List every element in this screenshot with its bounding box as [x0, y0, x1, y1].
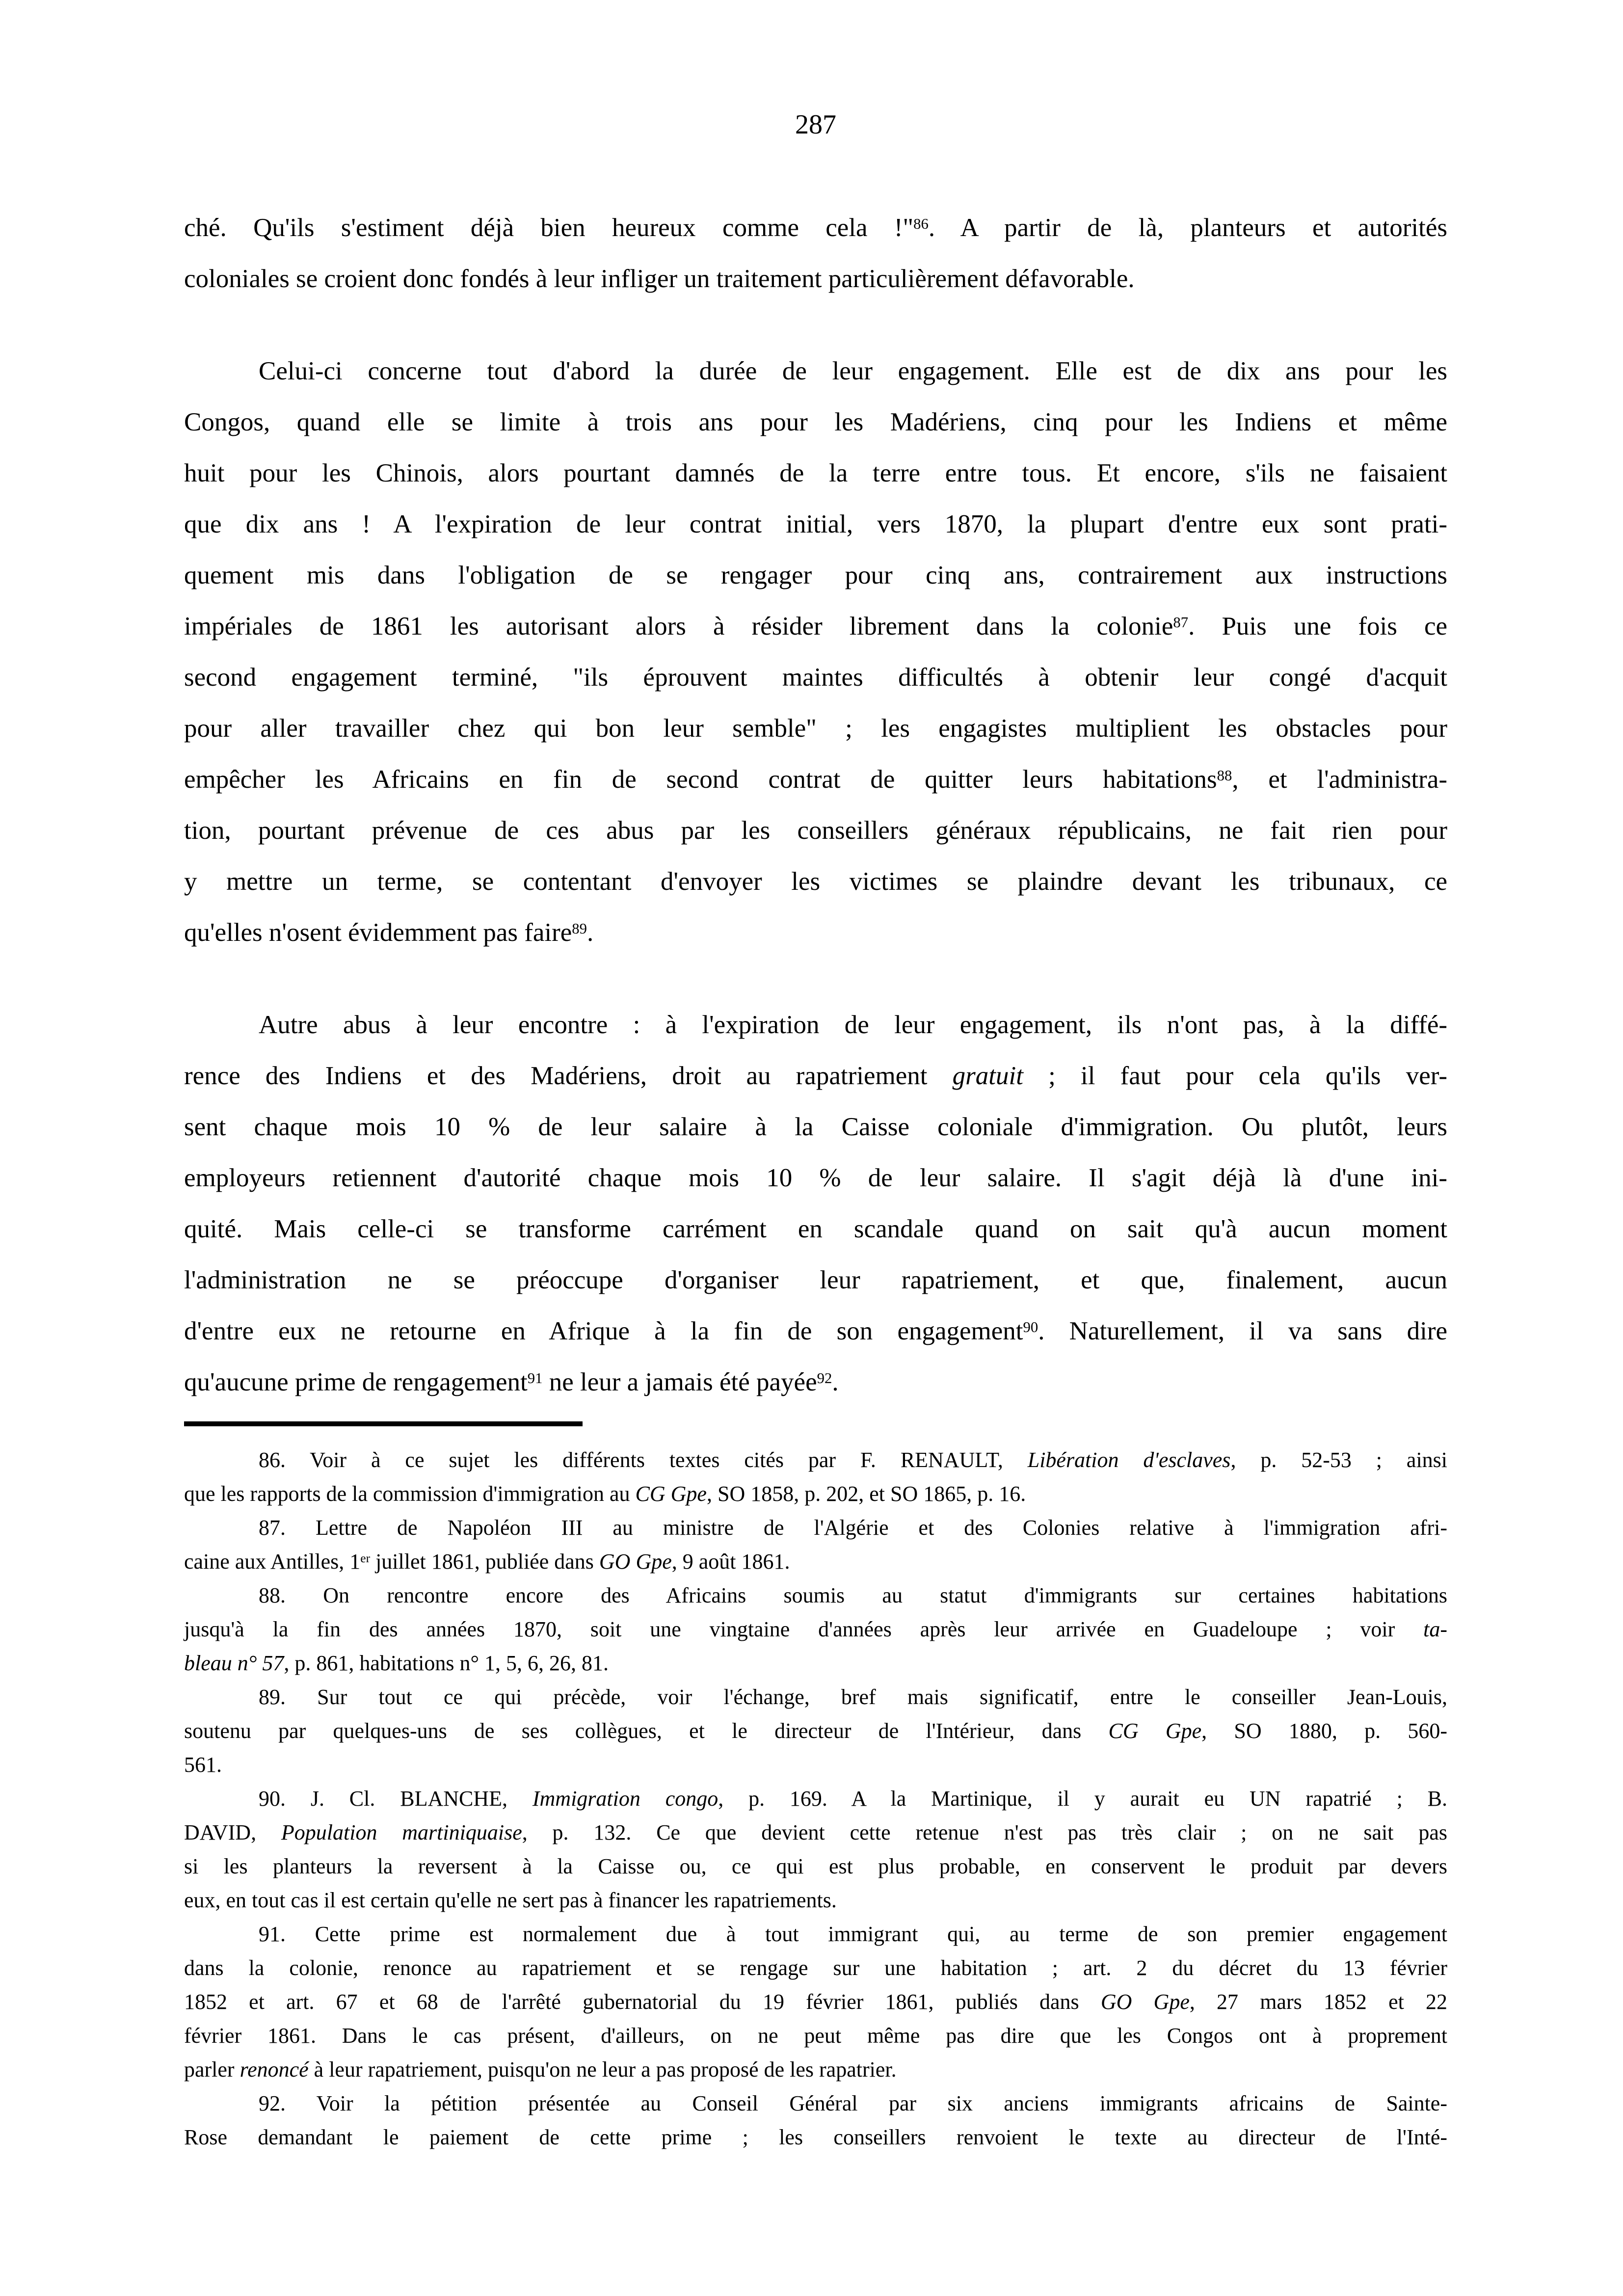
italic-text: renoncé [239, 2057, 309, 2082]
footnote-ref: 88 [1217, 767, 1232, 784]
text-line: Rose demandant le paiement de cette prime ; les conseillers renvoient le texte au directeur de l'Inté- [184, 2125, 1447, 2149]
text-line: tion, pourtant prévenue de ces abus par les conseillers généraux républicains, ne fait rien pour [184, 816, 1447, 845]
footnote-ref: 91 [527, 1369, 543, 1387]
footnote-89 [184, 1680, 1447, 1782]
text-line: sent chaque mois 10 % de leur salaire à la Caisse coloniale d'immigration. Ou plutôt, leurs [184, 1113, 1447, 1141]
text-line: Celui-ci concerne tout d'abord la durée de leur engagement. Elle est de dix ans pour les [259, 357, 1447, 385]
footnote-86 [184, 1443, 1447, 1511]
text-line: qu'elles n'osent évidemment pas faire$^{89}$. [184, 918, 594, 947]
italic-text: GO Gpe [1100, 1990, 1190, 2014]
paragraph [184, 202, 1447, 304]
footnote-ref: 86 [913, 215, 929, 232]
page-number: 287 [795, 109, 836, 140]
footnote-90 [184, 1782, 1447, 1917]
text-line: Autre abus à leur encontre : à l'expiration de leur engagement, ils n'ont pas, à la diffé- [259, 1011, 1447, 1039]
text-line: impériales de 1861 les autorisant alors à résider librement dans la colonie$^{87}$. Puis une fois ce [184, 612, 1447, 641]
text-line: 1852 et art. 67 et 68 de l'arrêté gubernatorial du 19 février 1861, publiés dans GO Gpe, 27 mars 1852 et 22 [184, 1990, 1447, 2014]
text-line: ché. Qu'ils s'estiment déjà bien heureux comme cela !"$^{86}$. A partir de là, planteurs et autorités [184, 214, 1447, 242]
italic-text: Immigration congo [532, 1787, 718, 1811]
text-line: si les planteurs la reversent à la Caisse ou, ce qui est plus probable, en conservent le produit par devers [184, 1854, 1447, 1878]
paragraph [184, 346, 1447, 958]
paragraph [184, 999, 1447, 1408]
footnote-ref: er [360, 1551, 371, 1566]
text-line: l'administration ne se préoccupe d'organiser leur rapatriement, et que, finalement, aucun [184, 1266, 1447, 1294]
text-line: 91. Cette prime est normalement due à tout immigrant qui, au terme de son premier engagement [259, 1922, 1447, 1946]
text-line: second engagement terminé, "ils éprouvent maintes difficultés à obtenir leur congé d'acquit [184, 663, 1447, 692]
text-line: y mettre un terme, se contentant d'envoyer les victimes se plaindre devant les tribunaux, ce [184, 867, 1447, 896]
text-line: employeurs retiennent d'autorité chaque mois 10 % de leur salaire. Il s'agit déjà là d'une ini- [184, 1164, 1447, 1192]
text-line: bleau n° 57, p. 861, habitations n° 1, 5, 6, 26, 81. [184, 1651, 609, 1675]
text-line: dans la colonie, renonce au rapatriement et se rengage sur une habitation ; art. 2 du décret du 13 février [184, 1956, 1447, 1980]
text-line: eux, en tout cas il est certain qu'elle ne sert pas à financer les rapatriements. [184, 1888, 837, 1912]
text-line: DAVID, Population martiniquaise, p. 132. Ce que devient cette retenue n'est pas très clair ; on ne sait pas [184, 1820, 1447, 1844]
text-line: huit pour les Chinois, alors pourtant damnés de la terre entre tous. Et encore, s'ils ne faisaient [184, 459, 1447, 487]
italic-text: ta- [1423, 1617, 1447, 1641]
footnote-92 [184, 2086, 1447, 2154]
main-text [184, 202, 1447, 1408]
text-line: empêcher les Africains en fin de second contrat de quitter leurs habitations$^{88}$, et l'administra- [184, 765, 1447, 794]
text-line: 90. J. Cl. BLANCHE, Immigration congo, p. 169. A la Martinique, il y aurait eu UN rapatrié ; B. [259, 1787, 1447, 1811]
text-line: pour aller travailler chez qui bon leur semble" ; les engagistes multiplient les obstacles pour [184, 714, 1447, 743]
footnote-ref: 92 [817, 1369, 832, 1387]
text-line: que dix ans ! A l'expiration de leur contrat initial, vers 1870, la plupart d'entre eux sont prati- [184, 510, 1447, 538]
text-line: 87. Lettre de Napoléon III au ministre de l'Algérie et des Colonies relative à l'immigration afri- [259, 1516, 1447, 1540]
footnotes-list [184, 1443, 1447, 2154]
text-line: soutenu par quelques-uns de ses collègues, et le directeur de l'Intérieur, dans CG Gpe, SO 1880, p. 560- [184, 1719, 1447, 1743]
text-line: 86. Voir à ce sujet les différents textes cités par F. RENAULT, Libération d'esclaves, p. 52-53 ; ainsi [259, 1448, 1448, 1472]
text-line: jusqu'à la fin des années 1870, soit une vingtaine d'années après leur arrivée en Guadeloupe ; voir ta- [184, 1617, 1447, 1641]
text-line: 92. Voir la pétition présentée au Conseil Général par six anciens immigrants africains de Sainte- [259, 2091, 1447, 2115]
text-line: qu'aucune prime de rengagement$^{91}$ ne leur a jamais été payée$^{92}$. [184, 1368, 839, 1396]
footnote-ref: 87 [1173, 614, 1189, 631]
italic-text: Libération d'esclaves [1027, 1448, 1231, 1472]
text-line: 89. Sur tout ce qui précède, voir l'échange, bref mais significatif, entre le conseiller Jean-Louis, [259, 1685, 1447, 1709]
italic-text: bleau n° 57 [184, 1651, 284, 1675]
footnote-91 [184, 1917, 1447, 2086]
footnote-87 [184, 1511, 1447, 1578]
italic-text: GO Gpe [599, 1549, 672, 1574]
text-line: parler renoncé à leur rapatriement, puisqu'on ne leur a pas proposé de les rapatrier. [184, 2057, 897, 2082]
text-line: rence des Indiens et des Madériens, droit au rapatriement gratuit ; il faut pour cela qu'ils ver- [184, 1062, 1447, 1090]
italic-text: CG Gpe [635, 1482, 707, 1506]
italic-text: CG Gpe [1108, 1719, 1202, 1743]
italic-text: gratuit [952, 1062, 1023, 1090]
text-line: février 1861. Dans le cas présent, d'ailleurs, on ne peut même pas dire que les Congos ont à proprement [184, 2024, 1447, 2048]
text-line: 88. On rencontre encore des Africains soumis au statut d'immigrants sur certaines habitations [259, 1583, 1447, 1607]
footnote-ref: 89 [572, 920, 587, 937]
text-line: quement mis dans l'obligation de se rengager pour cinq ans, contrairement aux instructions [184, 561, 1447, 589]
footnote-separator [184, 1421, 583, 1426]
text-line: quité. Mais celle-ci se transforme carrément en scandale quand on sait qu'à aucun moment [184, 1215, 1447, 1243]
text-line: d'entre eux ne retourne en Afrique à la fin de son engagement$^{90}$. Naturellement, il va sans dire [184, 1317, 1447, 1345]
text-line: que les rapports de la commission d'immigration au CG Gpe, SO 1858, p. 202, et SO 1865, p. 16. [184, 1482, 1026, 1506]
text-line: caine aux Antilles, 1er juillet 1861, publiée dans GO Gpe, 9 août 1861. [184, 1549, 790, 1574]
footnote-ref: 90 [1023, 1318, 1038, 1335]
italic-text: Population martiniquaise [281, 1820, 522, 1844]
text-line: coloniales se croient donc fondés à leur infliger un traitement particulièrement défavorable. [184, 265, 1135, 293]
footnote-88 [184, 1578, 1447, 1680]
text-line: 561. [184, 1753, 222, 1777]
text-line: Congos, quand elle se limite à trois ans pour les Madériens, cinq pour les Indiens et même [184, 408, 1447, 436]
